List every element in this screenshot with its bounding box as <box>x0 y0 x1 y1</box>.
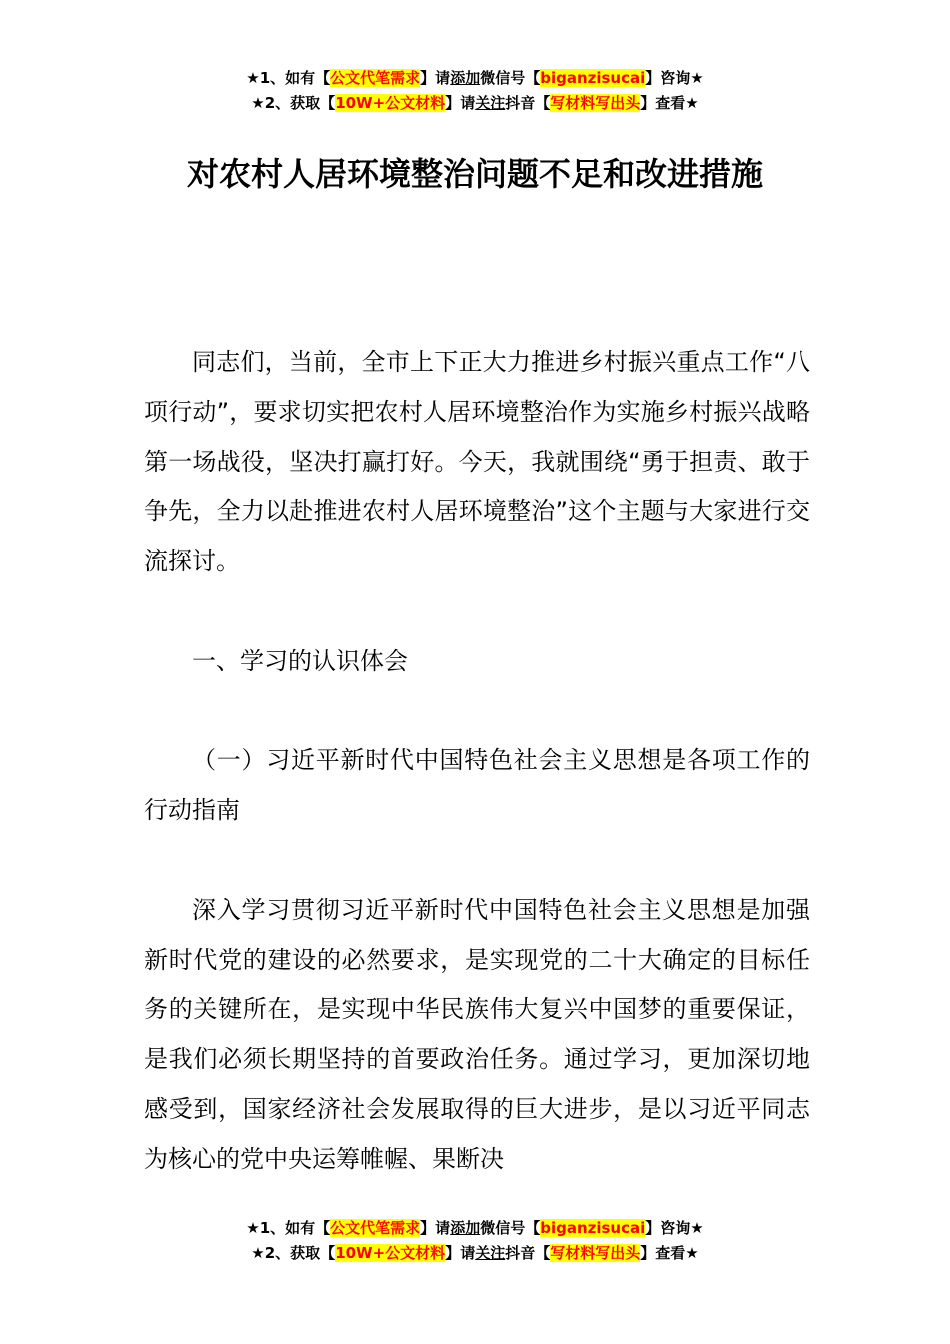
banner-highlight: 写材料写出头 <box>550 94 641 112</box>
banner-line-1 <box>0 66 950 91</box>
banner-emphasis: 添加 <box>450 69 481 87</box>
paragraph-intro: 同志们，当前，全市上下正大力推进乡村振兴重点工作“八项行动”，要求切实把农村人居环境整治作为实施乡村振兴战略第一场战役，坚决打赢打好。今天，我就围绕“勇于担责、敢于争先，全力以赴推进农村人居环境整治”这个主题与大家进行交流探讨。 <box>144 348 810 576</box>
banner-text: 抖音【 <box>505 1244 551 1262</box>
header-banner <box>0 66 950 116</box>
footer-banner <box>0 1216 950 1266</box>
banner-emphasis: 添加 <box>450 1219 481 1237</box>
banner-highlight: biganzisucai <box>540 69 646 87</box>
banner-text: 】请 <box>445 1244 476 1262</box>
banner-text: 】咨询★ <box>645 1219 704 1237</box>
banner-text: 抖音【 <box>505 94 551 112</box>
section-heading: 一、学习的认识体会 <box>192 646 408 675</box>
paragraph-body: 深入学习贯彻习近平新时代中国特色社会主义思想是加强新时代党的建设的必然要求，是实现党的二十大确定的目标任务的关键所在，是实现中华民族伟大复兴中国梦的重要保证，是我们必须长期坚持的首要政治任务。通过学习，更加深切地感受到，国家经济社会发展取得的巨大进步，是以习近平同志为核心的党中央运筹帷幄、果断决 <box>144 895 810 1173</box>
banner-line-2 <box>0 1241 950 1266</box>
banner-text: 微信号【 <box>480 69 541 87</box>
banner-text: ★1、如有【 <box>246 69 331 87</box>
banner-emphasis: 关注 <box>475 1244 506 1262</box>
banner-text: 】请 <box>445 94 476 112</box>
banner-text: 】请 <box>420 69 451 87</box>
banner-text: 】查看★ <box>640 94 699 112</box>
banner-text: ★2、获取【 <box>251 1244 336 1262</box>
banner-text: ★2、获取【 <box>251 94 336 112</box>
document-title: 对农村人居环境整治问题不足和改进措施 <box>186 155 763 193</box>
document-body <box>144 338 810 1234</box>
banner-line-2 <box>0 91 950 116</box>
banner-text: ★1、如有【 <box>246 1219 331 1237</box>
banner-highlight: 公文代笔需求 <box>330 1219 421 1237</box>
banner-text: 】咨询★ <box>645 69 704 87</box>
banner-text: 】请 <box>420 1219 451 1237</box>
banner-emphasis: 关注 <box>475 94 506 112</box>
banner-text: 微信号【 <box>480 1219 541 1237</box>
banner-highlight: 公文代笔需求 <box>330 69 421 87</box>
banner-text: 】查看★ <box>640 1244 699 1262</box>
banner-highlight: 写材料写出头 <box>550 1244 641 1262</box>
banner-highlight: biganzisucai <box>540 1219 646 1237</box>
banner-highlight: 10W+公文材料 <box>335 94 446 112</box>
banner-highlight: 10W+公文材料 <box>335 1244 446 1262</box>
subsection-heading: （一）习近平新时代中国特色社会主义思想是各项工作的行动指南 <box>144 746 810 825</box>
banner-line-1 <box>0 1216 950 1241</box>
